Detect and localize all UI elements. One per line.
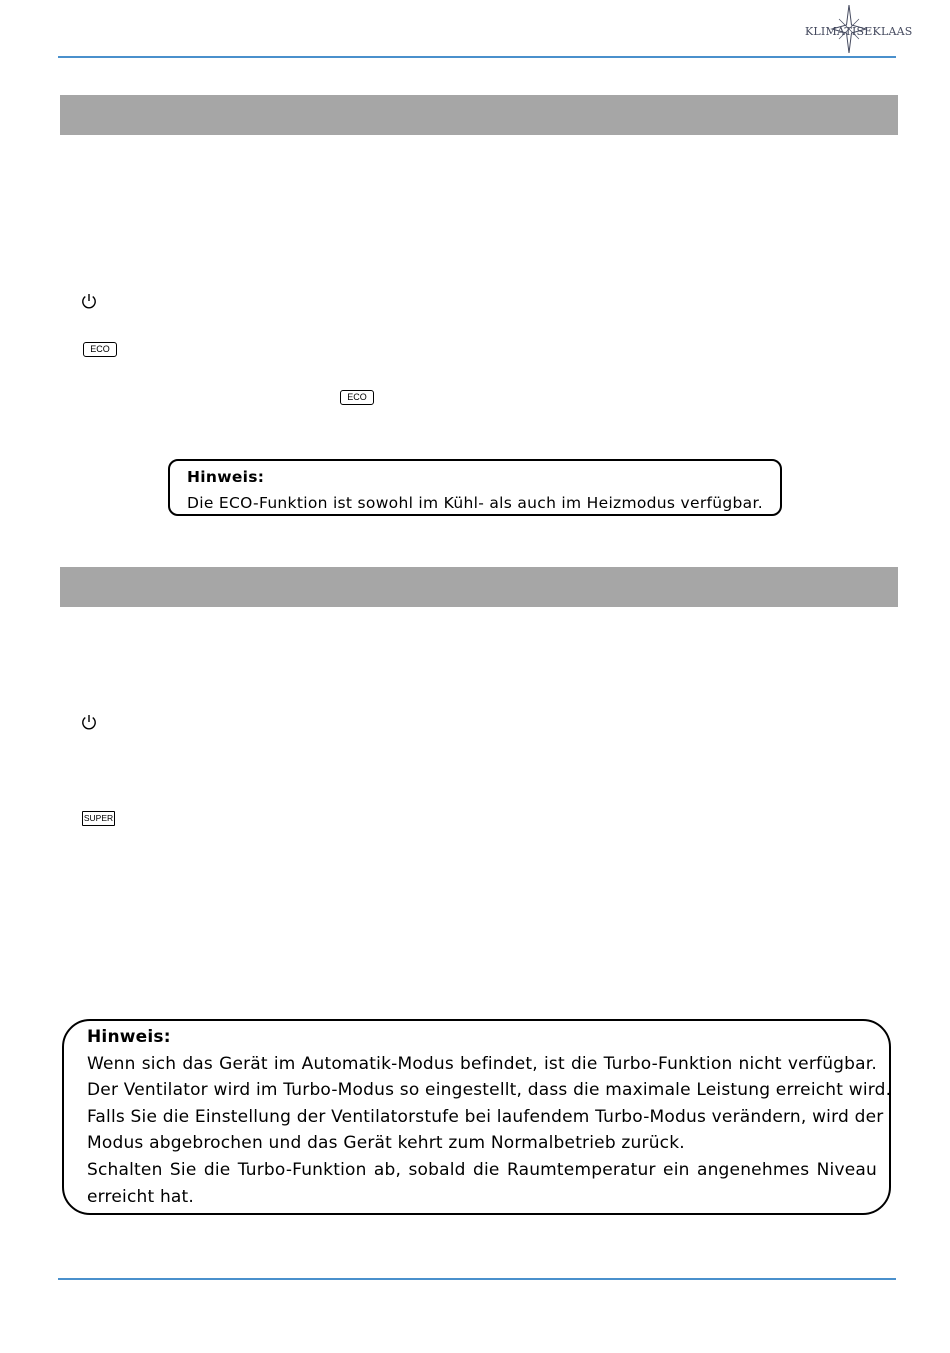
footer-rule [58,1278,896,1280]
note-line: Wenn sich das Gerät im Automatik-Modus befindet, ist die Turbo-Funktion nicht verfügbar. [87,1053,877,1074]
note-line: erreicht hat. [87,1186,194,1207]
note-line: Falls Sie die Einstellung der Ventilatorstufe bei laufendem Turbo-Modus verändern, wird der [87,1106,884,1127]
note-line: Der Ventilator wird im Turbo-Modus so eingestellt, dass die maximale Leistung erreicht wird. [87,1080,892,1101]
note-line: Modus abgebrochen und das Gerät kehrt zum Normalbetrieb zurück. [87,1133,685,1154]
note-line: Die ECO-Funktion ist sowohl im Kühl- als auch im Heizmodus verfügbar. [187,494,763,512]
eco-note-box [168,459,782,516]
section-header-eco [60,95,898,135]
eco-button-icon: ECO [83,342,117,357]
logo-text: KLIMATISEKLAAS [805,25,913,38]
super-button-icon: SUPER [82,811,115,826]
note-line: Schalten Sie die Turbo-Funktion ab, sobald die Raumtemperatur ein angenehmes Niveau [87,1159,877,1180]
note-title: Hinweis: [87,1027,171,1047]
eco-button-icon-inline: ECO [340,390,374,405]
power-icon [80,292,98,310]
power-icon [80,713,98,731]
section-header-turbo [60,567,898,607]
brand-logo [800,4,913,54]
header-rule [58,56,896,58]
turbo-note-box [62,1019,891,1215]
note-title: Hinweis: [187,468,265,486]
